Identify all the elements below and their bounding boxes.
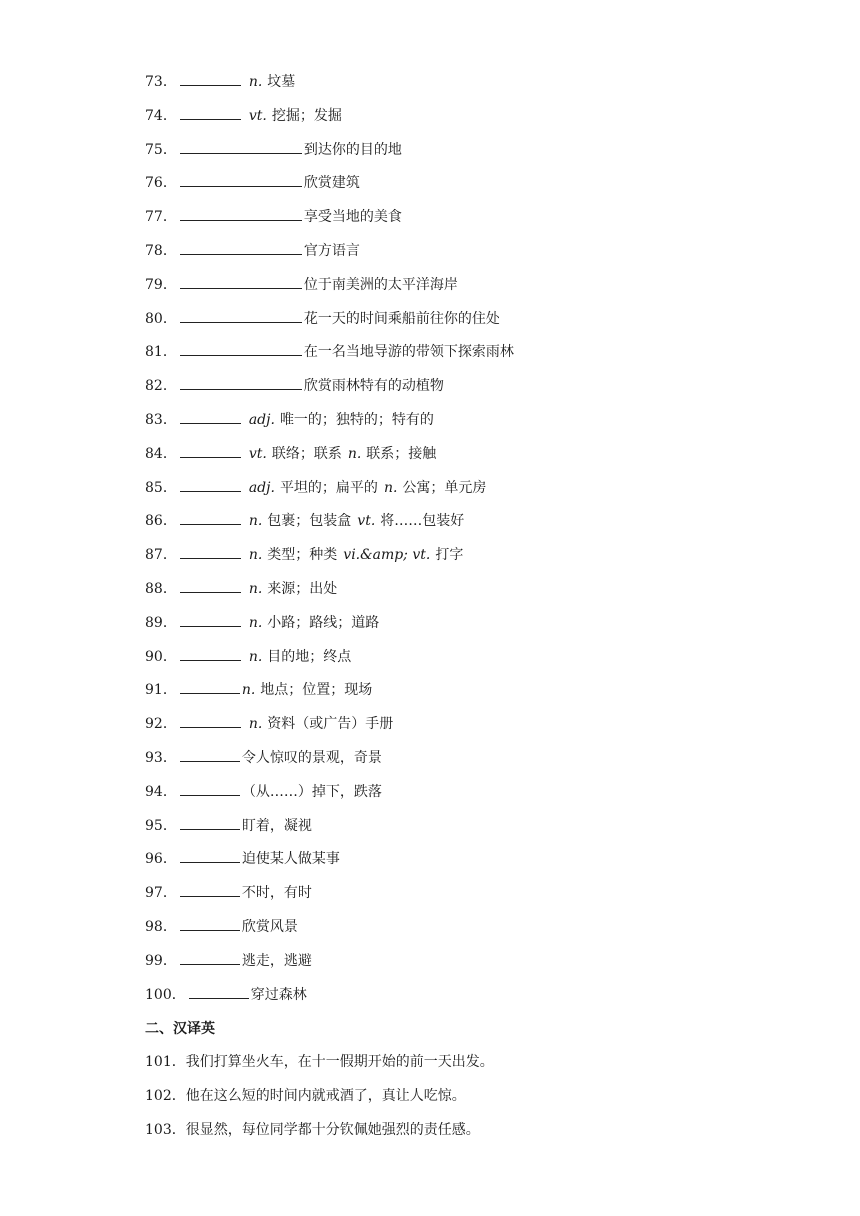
definition-text: （从……）掉下，跌落: [241, 783, 382, 800]
answer-blank[interactable]: [180, 543, 241, 559]
vocab-item: [145, 847, 514, 881]
definition-text: 来源；出处: [267, 580, 338, 597]
vocab-item: [145, 138, 514, 172]
item-number: 99．: [145, 952, 177, 969]
definition-text: 联系；接触: [366, 445, 437, 462]
definition-text: 位于南美洲的太平洋海岸: [303, 276, 458, 293]
answer-blank[interactable]: [180, 239, 302, 255]
item-number: 78．: [145, 242, 177, 259]
answer-blank[interactable]: [180, 915, 240, 931]
item-number: 83．: [145, 411, 177, 428]
item-number: 88．: [145, 580, 177, 597]
vocab-item: [145, 678, 514, 712]
vocab-item: [145, 983, 514, 1017]
answer-blank[interactable]: [180, 847, 240, 863]
definition-text: 包裹；包装盒: [267, 513, 352, 530]
item-number: 77．: [145, 209, 177, 226]
item-number: 75．: [145, 141, 177, 158]
answer-blank[interactable]: [180, 678, 240, 694]
item-number: 74．: [145, 107, 177, 124]
item-number: 73．: [145, 74, 177, 90]
translation-list: [145, 1050, 494, 1152]
definition-text: 逃走，逃避: [241, 952, 312, 969]
vocab-item: [145, 476, 514, 510]
answer-blank[interactable]: [180, 307, 302, 323]
item-number: 85．: [145, 479, 177, 496]
part-of-speech: n.: [383, 479, 398, 496]
part-of-speech: adj.: [248, 479, 275, 496]
answer-blank[interactable]: [180, 273, 302, 289]
definition-text: 唯一的；独特的；特有的: [279, 411, 434, 428]
answer-blank[interactable]: [180, 611, 241, 627]
translation-item: [145, 1118, 494, 1152]
item-number: 92．: [145, 716, 177, 733]
chinese-sentence: 他在这么短的时间内就戒酒了，真让人吃惊。: [185, 1088, 466, 1104]
item-number: 91．: [145, 682, 177, 699]
item-number: 76．: [145, 175, 177, 192]
item-number: 84．: [145, 445, 177, 462]
definition-text: 平坦的；扁平的: [279, 479, 378, 496]
part-of-speech: vt.: [248, 107, 267, 124]
definition-text: 欣赏建筑: [303, 175, 360, 192]
definition-text: 目的地；终点: [267, 648, 352, 665]
definition-text: 联络；联系: [271, 445, 342, 462]
vocab-item: [145, 205, 514, 239]
chinese-sentence: 很显然，每位同学都十分钦佩她强烈的责任感。: [185, 1122, 480, 1138]
vocab-item: [145, 780, 514, 814]
vocab-item: [145, 442, 514, 476]
vocab-item: [145, 746, 514, 780]
part-of-speech: adj.: [248, 411, 275, 428]
part-of-speech: n.: [241, 682, 256, 699]
vocab-item: [145, 70, 514, 104]
vocab-item: [145, 307, 514, 341]
answer-blank[interactable]: [180, 645, 241, 661]
part-of-speech: n.: [248, 74, 263, 90]
part-of-speech: n.: [248, 580, 263, 597]
definition-text: 欣赏雨林特有的动植物: [303, 378, 444, 395]
definition-text: 资料（或广告）手册: [267, 716, 394, 733]
part-of-speech: n.: [248, 614, 263, 631]
vocab-item: [145, 509, 514, 543]
vocab-item: [145, 712, 514, 746]
answer-blank[interactable]: [180, 881, 240, 897]
answer-blank[interactable]: [180, 171, 302, 187]
definition-text: 享受当地的美食: [303, 209, 402, 226]
vocab-item: [145, 273, 514, 307]
item-number: 96．: [145, 851, 177, 868]
answer-blank[interactable]: [180, 340, 302, 356]
vocab-item: [145, 814, 514, 848]
answer-blank[interactable]: [180, 814, 240, 830]
definition-text: 到达你的目的地: [303, 141, 402, 158]
vocab-item: [145, 577, 514, 611]
definition-text: 类型；种类: [267, 547, 338, 564]
item-number: 86．: [145, 513, 177, 530]
answer-blank[interactable]: [180, 780, 240, 796]
item-number: 102．: [145, 1088, 186, 1104]
definition-text: 打字: [435, 547, 464, 564]
vocab-item: [145, 374, 514, 408]
answer-blank[interactable]: [180, 746, 240, 762]
chinese-sentence: 我们打算坐火车，在十一假期开始的前一天出发。: [185, 1054, 494, 1070]
definition-text: 令人惊叹的景观，奇景: [241, 749, 382, 766]
part-of-speech: n.: [347, 445, 362, 462]
definition-text: 坟墓: [267, 74, 296, 90]
definition-text: 在一名当地导游的带领下探索雨林: [303, 344, 514, 361]
definition-text: 地点；位置；现场: [260, 682, 373, 699]
item-number: 100．: [145, 986, 186, 1003]
item-number: 90．: [145, 648, 177, 665]
vocab-item: [145, 171, 514, 205]
item-number: 103．: [145, 1122, 186, 1138]
part-of-speech: vi.&amp; vt.: [343, 547, 431, 564]
answer-blank[interactable]: [180, 949, 240, 965]
definition-text: 将……包装好: [380, 513, 465, 530]
item-number: 82．: [145, 378, 177, 395]
item-number: 80．: [145, 310, 177, 327]
definition-text: 穿过森林: [250, 986, 307, 1003]
part-of-speech: n.: [248, 513, 263, 530]
definition-text: 挖掘；发掘: [271, 107, 342, 124]
answer-blank[interactable]: [180, 408, 241, 424]
answer-blank[interactable]: [180, 374, 302, 390]
answer-blank[interactable]: [180, 476, 241, 492]
item-number: 79．: [145, 276, 177, 293]
answer-blank[interactable]: [180, 712, 241, 728]
vocab-item: [145, 611, 514, 645]
vocab-item: [145, 340, 514, 374]
vocab-item: [145, 239, 514, 273]
vocab-item: [145, 915, 514, 949]
item-number: 94．: [145, 783, 177, 800]
definition-text: 小路；路线；道路: [267, 614, 380, 631]
item-number: 97．: [145, 885, 177, 902]
item-number: 81．: [145, 344, 177, 361]
definition-text: 官方语言: [303, 242, 360, 259]
vocab-list: [145, 70, 514, 1016]
item-number: 87．: [145, 547, 177, 564]
definition-text: 公寓；单元房: [402, 479, 487, 496]
translation-item: [145, 1084, 494, 1118]
answer-blank[interactable]: [180, 509, 241, 525]
vocab-item: [145, 104, 514, 138]
definition-text: 花一天的时间乘船前往你的住处: [303, 310, 500, 327]
definition-text: 迫使某人做某事: [241, 851, 340, 868]
item-number: 93．: [145, 749, 177, 766]
part-of-speech: vt.: [248, 445, 267, 462]
answer-blank[interactable]: [180, 442, 241, 458]
item-number: 101．: [145, 1054, 186, 1070]
translation-item: [145, 1050, 494, 1084]
answer-blank[interactable]: [180, 577, 241, 593]
part-of-speech: vt.: [357, 513, 376, 530]
vocab-item: [145, 881, 514, 915]
item-number: 95．: [145, 817, 177, 834]
section-title: 二、汉译英: [145, 1021, 215, 1037]
answer-blank[interactable]: [180, 70, 241, 86]
definition-text: 盯着，凝视: [241, 817, 312, 834]
vocab-item: [145, 949, 514, 983]
definition-text: 不时，有时: [241, 885, 312, 902]
vocab-item: [145, 543, 514, 577]
vocab-item: [145, 408, 514, 442]
item-number: 89．: [145, 614, 177, 631]
part-of-speech: n.: [248, 648, 263, 665]
item-number: 98．: [145, 918, 177, 935]
vocab-item: [145, 645, 514, 679]
answer-blank[interactable]: [189, 983, 249, 999]
answer-blank[interactable]: [180, 205, 302, 221]
answer-blank[interactable]: [180, 138, 302, 154]
part-of-speech: n.: [248, 547, 263, 564]
part-of-speech: n.: [248, 716, 263, 733]
definition-text: 欣赏风景: [241, 918, 298, 935]
answer-blank[interactable]: [180, 104, 241, 120]
